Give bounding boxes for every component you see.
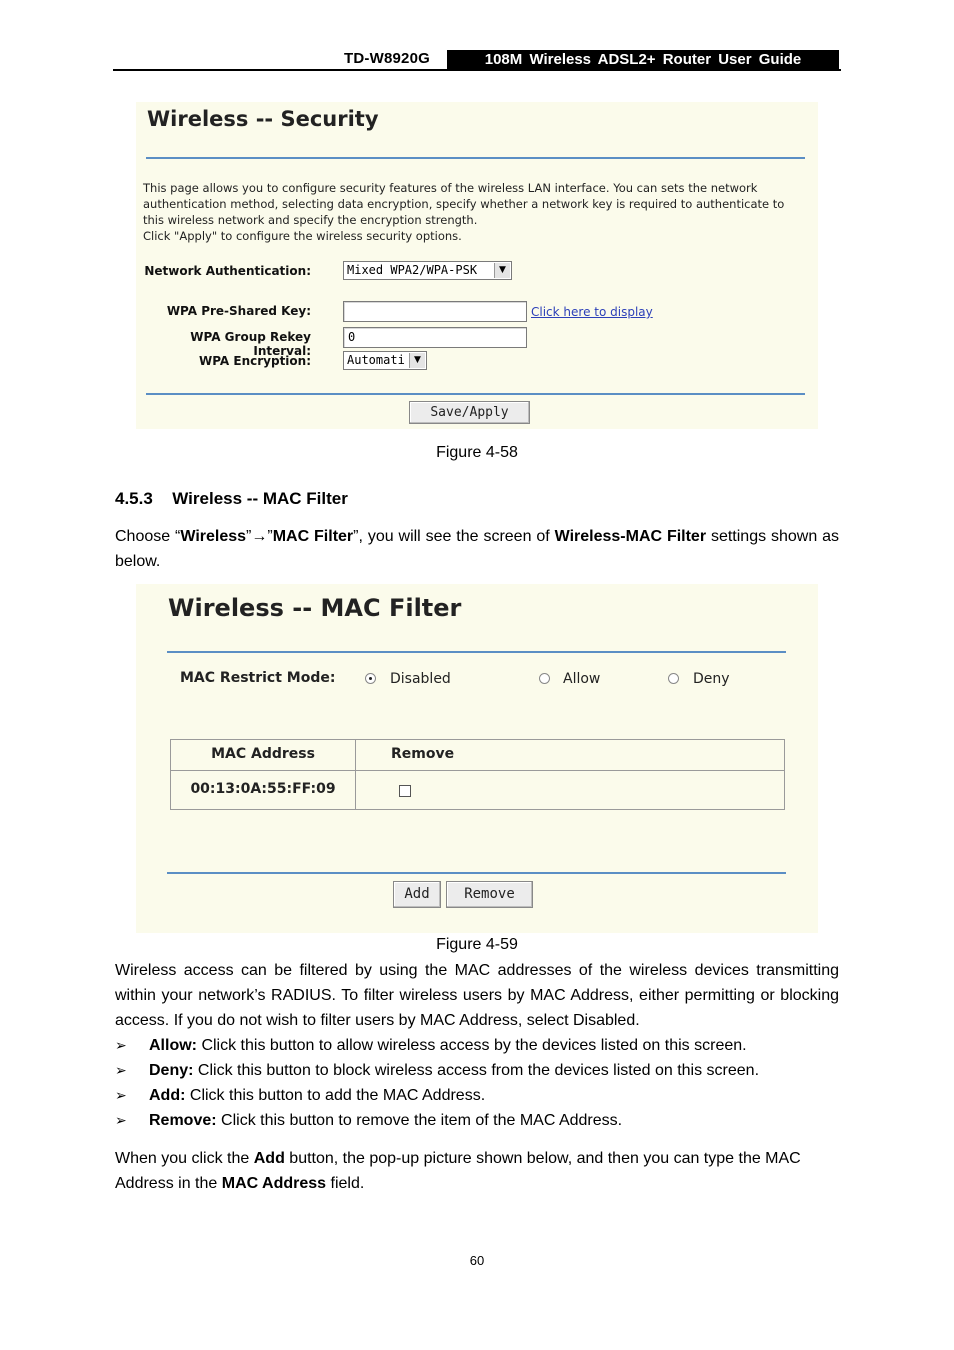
document-title: 108M Wireless ADSL2+ Router User Guide — [447, 50, 839, 69]
closing-text: field. — [326, 1175, 365, 1192]
net-auth-label: Network Authentication: — [144, 264, 311, 278]
bullet-icon: ➢ — [115, 1087, 127, 1103]
radio-disabled[interactable] — [365, 673, 376, 684]
bullet-text: Click this button to add the MAC Address. — [185, 1087, 486, 1104]
rekey-label: WPA Group Rekey Interval: — [190, 330, 311, 358]
encryption-label: WPA Encryption: — [198, 354, 311, 368]
closing-bold-add: Add — [253, 1150, 285, 1167]
closing-text: When you click the — [115, 1150, 254, 1167]
intro-text: Choose “ — [115, 528, 181, 545]
table-cell-mac: 00:13:0A:55:FF:09 — [190, 781, 336, 797]
bullet-text: Click this button to allow wireless access by the devices listed on this screen. — [197, 1037, 747, 1054]
closing-bold-mac-address: MAC Address — [221, 1175, 327, 1192]
rekey-input[interactable]: 0 — [343, 327, 527, 348]
table-header-remove: Remove — [391, 746, 455, 762]
bullet-deny — [149, 1062, 759, 1080]
radio-disabled-label: Disabled — [390, 671, 451, 687]
intro-text: settings shown as below. — [115, 528, 840, 570]
psk-label: WPA Pre-Shared Key: — [166, 304, 311, 318]
add-button[interactable]: Add — [393, 881, 441, 908]
intro-text: ”, you will see the screen of — [353, 528, 555, 545]
document-model: TD-W8920G — [344, 50, 430, 67]
body-paragraph: Wireless access can be filtered by using the MAC addresses of the wireless devices transmitting within your network’s RADIUS. To filter wireless users by MAC Address, either permitting or blocking access. If you do not wish to filter users by MAC Address, select Disabled. — [115, 962, 839, 1029]
psk-display-link[interactable]: Click here to display — [531, 305, 653, 319]
bullet-remove — [149, 1112, 622, 1130]
closing-paragraph — [115, 1146, 839, 1196]
mac-mode-label: MAC Restrict Mode: — [180, 670, 336, 686]
encryption-select[interactable] — [343, 351, 427, 370]
page-number: 60 — [469, 1253, 485, 1268]
mac-filter-title: Wireless -- MAC Filter — [168, 594, 462, 622]
bullet-term: Deny: — [149, 1062, 194, 1079]
mac-bottom-rule — [167, 872, 786, 874]
intro-paragraph — [115, 524, 839, 574]
closing-text: button, the pop-up picture shown below, and then you can type the MAC Address in the — [115, 1150, 801, 1192]
bullet-text: Click this button to block wireless access from the devices listed on this screen. — [193, 1062, 760, 1079]
mac-filter-screenshot — [136, 584, 818, 933]
intro-text: ” — [267, 528, 273, 545]
intro-bold-mac-filter: MAC Filter — [272, 528, 354, 545]
chevron-down-icon: ▼ — [409, 353, 425, 368]
encryption-value: Automati — [347, 353, 405, 367]
table-divider — [355, 740, 356, 809]
bullet-icon: ➢ — [115, 1112, 127, 1128]
figure-4-58-caption: Figure 4-58 — [436, 444, 518, 461]
radio-deny-label: Deny — [693, 671, 730, 687]
intro-text: ” — [246, 528, 252, 545]
net-auth-value: Mixed WPA2/WPA-PSK — [347, 263, 478, 277]
security-screenshot — [136, 102, 818, 429]
security-desc-line-3: this wireless network and specify the encryption strength. — [143, 213, 478, 227]
bullet-term: Remove: — [149, 1112, 217, 1129]
table-header-mac: MAC Address — [211, 746, 315, 762]
radio-allow-label: Allow — [563, 671, 601, 687]
bullet-text: Click this button to remove the item of the MAC Address. — [216, 1112, 623, 1129]
mac-top-rule — [167, 651, 786, 653]
psk-input[interactable] — [343, 301, 527, 322]
bullet-term: Allow: — [149, 1037, 197, 1054]
remove-checkbox[interactable] — [399, 785, 411, 797]
bullet-add — [149, 1087, 485, 1105]
radio-deny[interactable] — [668, 673, 679, 684]
figure-4-59-caption: Figure 4-59 — [436, 936, 518, 953]
radio-allow[interactable] — [539, 673, 550, 684]
section-heading — [115, 489, 348, 509]
save-apply-button[interactable]: Save/Apply — [409, 401, 530, 424]
section-title: Wireless -- MAC Filter — [172, 489, 348, 508]
remove-button[interactable]: Remove — [446, 881, 533, 908]
net-auth-select[interactable] — [343, 261, 512, 280]
intro-bold-wireless: Wireless — [180, 528, 247, 545]
chevron-down-icon: ▼ — [494, 263, 510, 278]
arrow-right-icon: → — [251, 528, 268, 545]
table-divider — [171, 770, 784, 771]
intro-bold-wireless-mac-filter: Wireless-MAC Filter — [554, 528, 707, 545]
security-desc-line-2: authentication method, selecting data encryption, specify whether a network key is required to authenticate to — [143, 197, 785, 211]
bullet-icon: ➢ — [115, 1037, 127, 1053]
section-number: 4.5.3 — [115, 489, 153, 508]
security-desc-line-4: Click "Apply" to configure the wireless security options. — [143, 229, 462, 243]
security-desc-line-1: This page allows you to configure security features of the wireless LAN interface. You can sets the network — [143, 181, 758, 195]
security-title: Wireless -- Security — [147, 107, 379, 131]
bullet-term: Add: — [149, 1087, 186, 1104]
bullet-allow — [149, 1037, 747, 1055]
header-rule — [113, 69, 841, 71]
security-bottom-rule — [146, 393, 805, 395]
bullet-icon: ➢ — [115, 1062, 127, 1078]
mac-table — [170, 739, 785, 810]
security-top-rule — [146, 157, 805, 159]
